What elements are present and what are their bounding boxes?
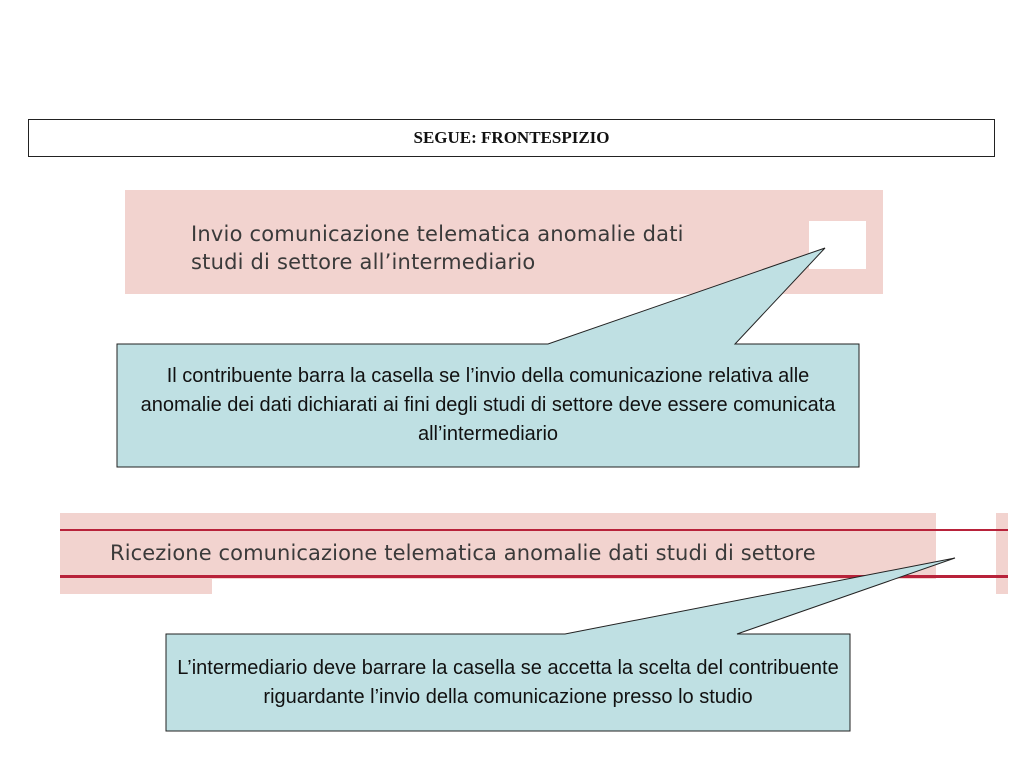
form-field-invio-label: Invio comunicazione telematica anomalie dati studi di settore all’intermediario [191,222,684,274]
form-field-ricezione-label: Ricezione comunicazione telematica anomalie dati studi di settore [110,541,816,565]
callout-2-text: L’intermediario deve barrare la casella se accetta la scelta del contribuente riguardante l’invio della comunicazione presso lo studio [177,656,839,708]
callout-1-text: Il contribuente barra la casella se l’invio della comunicazione relativa alle anomalie dei dati dichiarati ai fini degli studi di settore deve essere comunicata all’intermediario [140,365,836,445]
slide-title: SEGUE: FRONTESPIZIO [28,119,995,157]
